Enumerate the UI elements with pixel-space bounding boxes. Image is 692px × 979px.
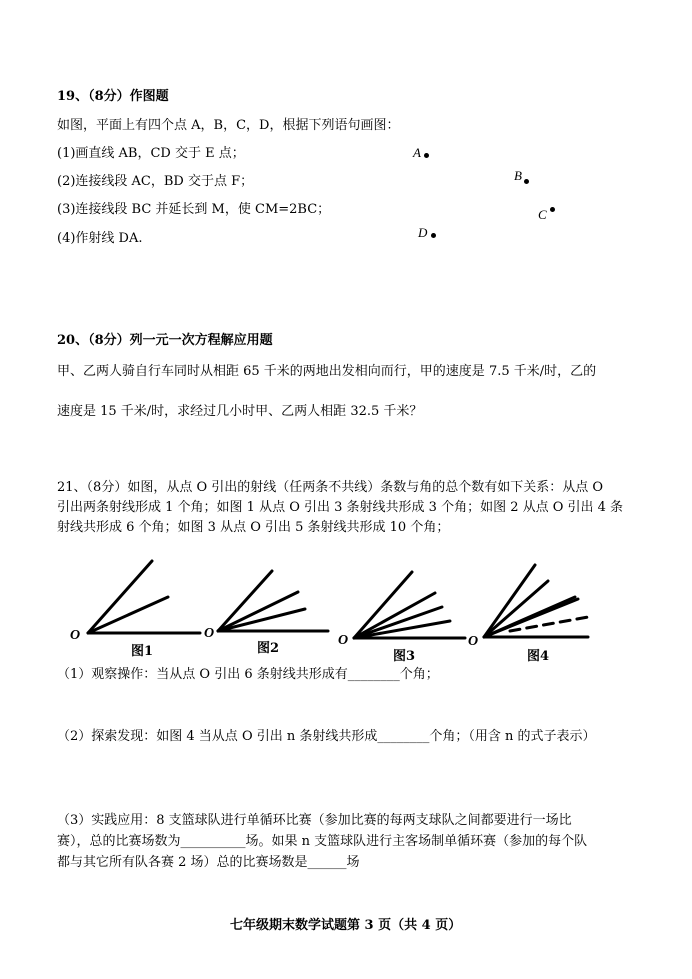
q19-item-3: (3)连接线段 BC 并延长到 M，使 CM=2BC； [57,202,331,217]
q19-item-4: (4)作射线 DA. [57,231,143,246]
q21-part-3-line-1: （3）实践应用：8 支篮球队进行单循环比赛（参加比赛的每两支球队之间都要进行一场比 [57,813,572,828]
fig1-ray-2 [88,597,168,633]
q20-line-1: 甲、乙两人骑自行车同时从相距 65 千米的两地出发相向而行，甲的速度是 7.5 千米/时，乙的 [57,364,597,379]
figure-1-rays [60,555,210,640]
figure-3-caption: 图3 [393,649,416,664]
page-footer: 七年级期末数学试题第 3 页（共 4 页） [230,918,462,933]
q21-part-3-line-2: 赛），总的比赛场数为__________场。如果 n 支篮球队进行主客场制单循环赛（参加的每个队 [57,834,588,849]
fig1-origin-label: O [70,628,81,643]
figure-3-rays [340,560,480,645]
q19-item-2: (2)连接线段 AC，BD 交于点 F； [57,174,254,189]
fig2-ray-3 [218,609,305,631]
fig3-origin-label: O [338,633,349,648]
figure-4-caption: 图4 [527,649,550,664]
q19-item-1: (1)画直线 AB，CD 交于 E 点； [57,146,245,161]
q19-title: 19、（8分）作图题 [57,89,169,104]
figure-2-caption: 图2 [257,641,280,656]
q21-line-1: 21、（8分）如图，从点 O 引出的射线（任两条不共线）条数与角的总个数有如下关系：从点 O [57,480,604,495]
point-d-label: D [418,225,428,240]
figure-2-rays [200,555,340,640]
fig1-ray-1 [88,561,152,633]
q19-intro: 如图，平面上有四个点 A，B，C，D，根据下列语句画图： [57,118,400,133]
figure-1-caption: 图1 [131,644,154,659]
point-b [524,179,529,184]
q21-part-1: （1）观察操作：当从点 O 引出 6 条射线共形成有________个角； [57,667,439,682]
q21-line-2: 引出两条射线形成 1 个角；如图 1 从点 O 引出 3 条射线共形成 3 个角；如图 2 从点 O 引出 4 条 [57,500,624,515]
fig2-origin-label: O [204,626,215,641]
q21-part-3-line-3: 都与其它所有队各赛 2 场）总的比赛场数是______场 [57,855,360,870]
point-a-label: A [413,145,421,160]
q21-line-3: 射线共形成 6 个角；如图 3 从点 O 引出 5 条射线共形成 10 个角； [57,520,450,535]
q21-part-2: （2）探索发现：如图 4 当从点 O 引出 n 条射线共形成________个角；（用含 n 的式子表示） [57,729,596,744]
q20-title: 20、（8分）列一元一次方程解应用题 [57,333,273,348]
point-a [424,153,429,158]
point-b-label: B [514,168,522,183]
fig2-ray-2 [218,592,298,631]
q20-line-2: 速度是 15 千米/时，求经过几小时甲、乙两人相距 32.5 千米？ [57,404,423,419]
figure-4-rays [470,555,600,640]
fig2-ray-1 [218,571,272,631]
point-d [431,233,436,238]
point-c-label: C [538,207,547,222]
fig4-origin-label: O [468,634,479,649]
point-c [550,207,555,212]
